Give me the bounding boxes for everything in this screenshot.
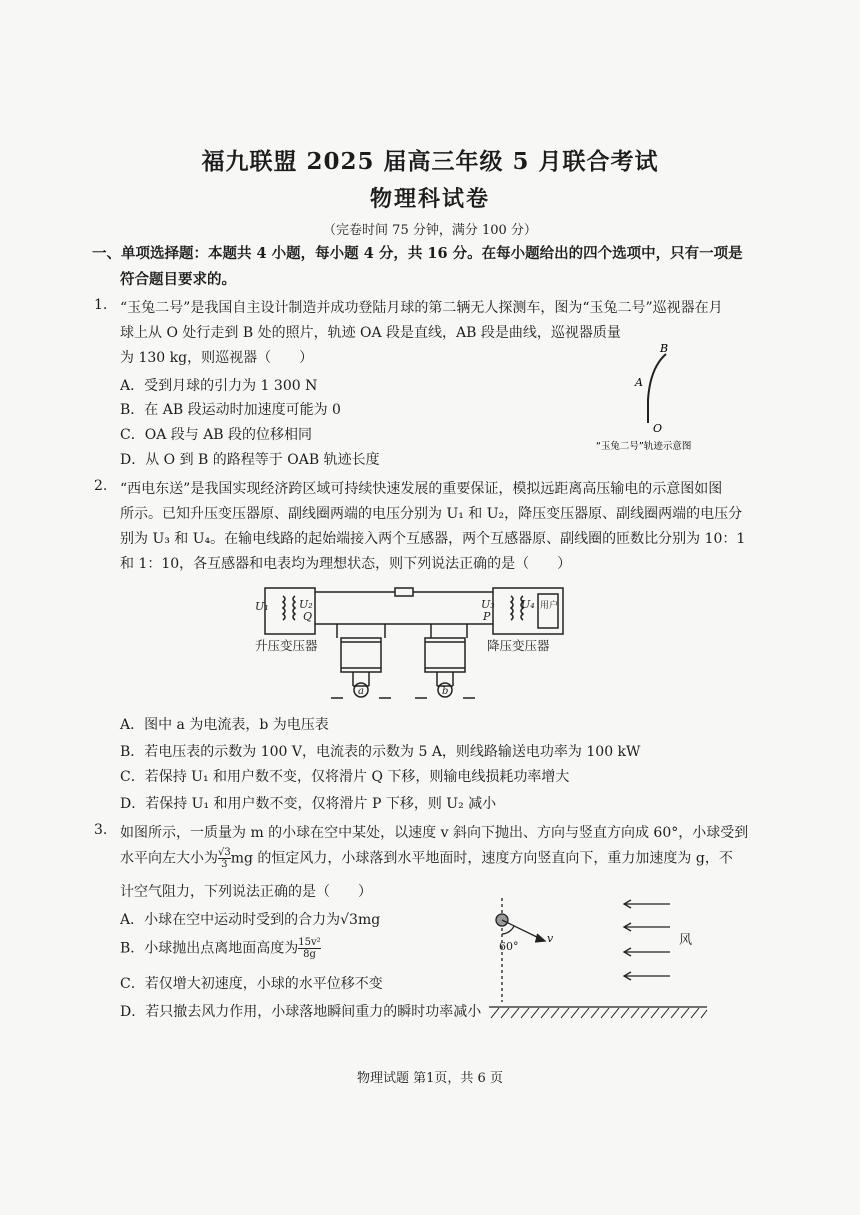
q3-height-fraction — [298, 937, 320, 960]
q3-line3: 计空气阻力，下列说法正确的是（ ） — [120, 884, 372, 900]
q3-option-c: C．若仅增大初速度，小球的水平位移不变 — [120, 976, 383, 992]
q1-option-a: A．受到月球的引力为 1 300 N — [120, 378, 318, 394]
q2-option-d: D．若保持 U₁ 和用户数不变，仅将滑片 P 下移，则 U₂ 减小 — [120, 796, 497, 812]
page-footer: 物理试题 第1页，共 6 页 — [357, 1071, 503, 1086]
q3-line2-post: mg 的恒定风力，小球落到水平地面时，速度方向竖直向下，重力加速度为 g，不 — [230, 850, 733, 867]
q3-height-frac-den: 8g — [303, 949, 316, 960]
q1-number: 1. — [94, 297, 108, 313]
q2-label-p: P — [483, 610, 491, 623]
q2-option-a: A．图中 a 为电流表，b 为电压表 — [120, 717, 329, 733]
q1-option-c: C．OA 段与 AB 段的位移相同 — [120, 427, 313, 443]
q2-line4: 和 1：10，各互感器和电表均为理想状态，则下列说法正确的是（ ） — [120, 556, 572, 572]
q3-wind-figure — [485, 890, 710, 1022]
q3-label-v: v — [547, 932, 554, 945]
exam-info: （完卷时间 75 分钟，满分 100 分） — [323, 223, 537, 238]
q3-line1: 如图所示，一质量为 m 的小球在空中某处，以速度 v 斜向下抛出、方向与竖直方向成 60°，小球受到 — [120, 825, 749, 841]
q2-label-q: Q — [303, 610, 313, 623]
q3-wind-frac-den: 3 — [221, 859, 228, 870]
q2-label-u3: U₃ — [481, 598, 495, 611]
q3-option-a: A．小球在空中运动时受到的合力为√3mg — [120, 912, 381, 928]
q2-line1: “西电东送”是我国实现经济跨区域可持续快速发展的重要保证，模拟远距离高压输电的示意图如图 — [120, 481, 723, 497]
q2-circuit-figure — [255, 580, 575, 710]
q2-label-u2: U₂ — [299, 598, 313, 611]
q2-number: 2. — [94, 478, 108, 494]
q2-label-u4: U₄ — [521, 598, 535, 611]
exam-title: 福九联盟 2025 届高三年级 5 月联合考试 — [201, 148, 659, 175]
q3-wind-fraction — [218, 847, 231, 870]
q2-label-step-up: 升压变压器 — [255, 638, 318, 653]
q3-number: 3. — [94, 822, 108, 838]
q3-wind-frac-num: √3 — [218, 847, 231, 858]
q1-caption: “玉兔二号”轨迹示意图 — [596, 441, 692, 452]
q3-line2-pre: 水平向左大小为 — [120, 850, 218, 867]
q3-label-wind: 风 — [679, 933, 693, 948]
q1-label-a: A — [635, 376, 643, 389]
q1-line1: “玉兔二号”是我国自主设计制造并成功登陆月球的第二辆无人探测车，图为“玉兔二号”巡视器在月 — [120, 300, 723, 316]
exam-subtitle: 物理科试卷 — [369, 186, 490, 212]
q2-label-step-down: 降压变压器 — [487, 638, 550, 653]
q1-option-b: B．在 AB 段运动时加速度可能为 0 — [120, 402, 341, 418]
q3-option-b — [120, 937, 321, 960]
q2-label-u1: U₁ — [255, 600, 269, 613]
q2-option-b: B．若电压表的示数为 100 V，电流表的示数为 5 A，则线路输送电功率为 100 kW — [120, 744, 641, 760]
q2-option-c: C．若保持 U₁ 和用户数不变，仅将滑片 Q 下移，则输电线损耗功率增大 — [120, 769, 570, 785]
q1-option-d: D．从 O 到 B 的路程等于 OAB 轨迹长度 — [120, 452, 380, 468]
q3-line2 — [120, 847, 733, 870]
q2-label-user: 用户 — [540, 601, 559, 611]
q1-line2: 球上从 O 处行走到 B 处的照片，轨迹 OA 段是直线，AB 段是曲线，巡视器质量 — [120, 325, 621, 341]
section-heading-line2: 符合题目要求的。 — [120, 271, 236, 288]
q1-trajectory-figure — [590, 338, 730, 458]
q1-line3: 为 130 kg，则巡视器（ ） — [120, 350, 314, 366]
q1-label-b: B — [660, 342, 669, 355]
q2-line3: 别为 U₃ 和 U₄。在输电线路的起始端接入两个互感器，两个互感器原、副线圈的匝数比分别为 10：1 — [120, 531, 746, 547]
q2-meter-b: b — [442, 686, 449, 697]
section-heading-line1: 一、单项选择题：本题共 4 小题，每小题 4 分，共 16 分。在每小题给出的四个选项中，只有一项是 — [92, 245, 743, 262]
q3-option-b-pre: B．小球抛出点离地面高度为 — [120, 940, 299, 957]
q2-meter-a: a — [358, 686, 364, 697]
q1-label-o: O — [653, 422, 663, 435]
q3-label-angle: 60° — [499, 940, 519, 953]
q3-height-frac-num: 15v² — [298, 937, 321, 948]
q2-line2: 所示。已知升压变压器原、副线圈两端的电压分别为 U₁ 和 U₂，降压变压器原、副线圈两端的电压分 — [120, 506, 743, 522]
q3-option-d: D．若只撤去风力作用，小球落地瞬间重力的瞬时功率减小 — [120, 1004, 482, 1020]
